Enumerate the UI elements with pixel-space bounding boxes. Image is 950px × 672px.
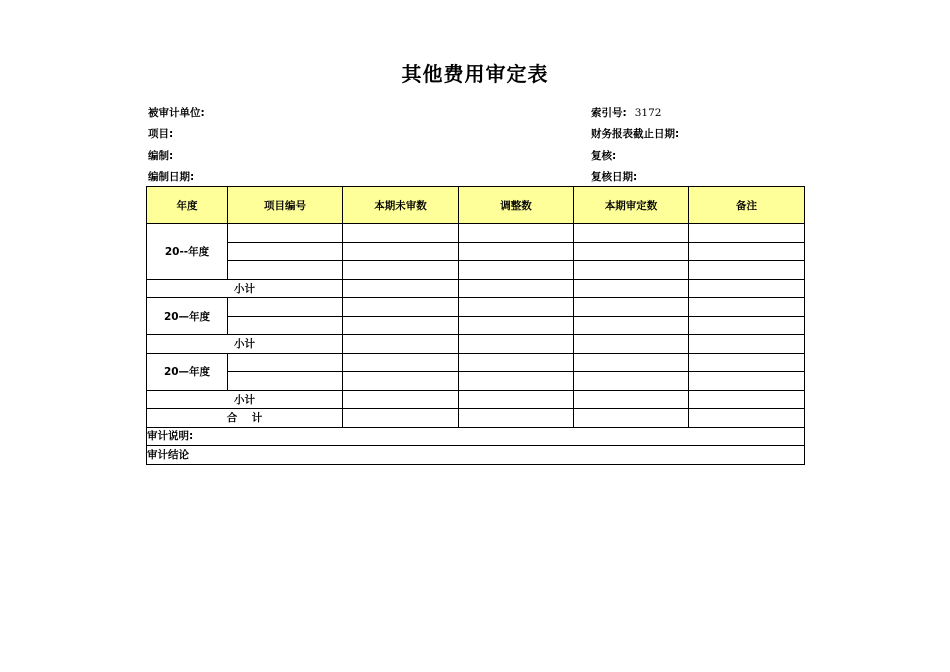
table-row (147, 316, 805, 335)
table-cell[interactable] (228, 316, 343, 335)
subtotal-label: 小计 (147, 335, 343, 354)
table-cell[interactable] (689, 298, 805, 317)
audit-table (146, 186, 805, 465)
table-cell[interactable] (689, 409, 805, 428)
prepared-date-label: 编制日期: (148, 171, 195, 183)
header-unaudited: 本期未审数 (343, 187, 459, 224)
table-cell[interactable] (228, 242, 343, 261)
table-cell[interactable] (689, 316, 805, 335)
table-cell[interactable] (574, 353, 689, 372)
table-cell[interactable] (228, 353, 343, 372)
table-cell[interactable] (574, 298, 689, 317)
report-date-label: 财务报表截止日期: (591, 128, 680, 140)
table-cell[interactable] (343, 279, 459, 298)
header-year: 年度 (147, 187, 228, 224)
table-cell[interactable] (574, 316, 689, 335)
table-cell[interactable] (228, 261, 343, 280)
table-cell[interactable] (689, 224, 805, 243)
audited-unit-label: 被审计单位: (148, 107, 205, 119)
table-cell[interactable] (574, 242, 689, 261)
table-cell[interactable] (343, 409, 459, 428)
table-cell[interactable] (574, 335, 689, 354)
table-cell[interactable] (228, 224, 343, 243)
table-cell[interactable] (574, 390, 689, 409)
table-cell[interactable] (689, 390, 805, 409)
total-row (147, 409, 805, 428)
table-cell[interactable] (228, 298, 343, 317)
table-cell[interactable] (343, 224, 459, 243)
table-cell[interactable] (343, 242, 459, 261)
table-cell[interactable] (459, 372, 574, 391)
table-cell[interactable] (228, 372, 343, 391)
page-title: 其他费用审定表 (401, 62, 549, 86)
header-audited: 本期审定数 (574, 187, 689, 224)
table-cell[interactable] (459, 390, 574, 409)
table-cell[interactable] (574, 224, 689, 243)
table-cell[interactable] (343, 335, 459, 354)
reviewed-by-label: 复核: (591, 150, 617, 162)
table-row (147, 298, 805, 317)
table-cell[interactable] (574, 372, 689, 391)
table-cell[interactable] (689, 242, 805, 261)
table-row (147, 224, 805, 243)
subtotal-label: 小计 (147, 279, 343, 298)
table-row (147, 353, 805, 372)
item-label: 项目: (148, 128, 174, 140)
audit-notes[interactable]: 审计说明: (147, 427, 805, 446)
header-adjustment: 调整数 (459, 187, 574, 224)
audit-conclusion-row (147, 446, 805, 465)
table-cell[interactable] (459, 409, 574, 428)
prepared-by-label: 编制: (148, 150, 174, 162)
table-row (147, 242, 805, 261)
year-cell: 20—年度 (147, 298, 228, 335)
table-cell[interactable] (459, 279, 574, 298)
subtotal-row (147, 279, 805, 298)
table-cell[interactable] (689, 372, 805, 391)
subtotal-row (147, 390, 805, 409)
audit-conclusion[interactable]: 审计结论 (147, 446, 805, 465)
table-cell[interactable] (459, 353, 574, 372)
table-cell[interactable] (574, 279, 689, 298)
table-cell[interactable] (689, 353, 805, 372)
index-label: 索引号: (591, 107, 627, 119)
table-cell[interactable] (459, 316, 574, 335)
table-cell[interactable] (459, 242, 574, 261)
year-cell: 20—年度 (147, 353, 228, 390)
audit-notes-row (147, 427, 805, 446)
table-cell[interactable] (343, 261, 459, 280)
table-cell[interactable] (343, 390, 459, 409)
header-row (147, 187, 805, 224)
header-item-code: 项目编号 (228, 187, 343, 224)
review-date-label: 复核日期: (591, 171, 638, 183)
table-cell[interactable] (689, 335, 805, 354)
table-cell[interactable] (574, 261, 689, 280)
year-cell: 20--年度 (147, 224, 228, 280)
index-value: 3172 (634, 107, 662, 119)
table-row (147, 372, 805, 391)
header-remarks: 备注 (689, 187, 805, 224)
table-cell[interactable] (459, 298, 574, 317)
table-cell[interactable] (459, 224, 574, 243)
table-cell[interactable] (459, 261, 574, 280)
table-cell[interactable] (459, 335, 574, 354)
table-cell[interactable] (574, 409, 689, 428)
index-number (591, 105, 661, 120)
table-cell[interactable] (689, 279, 805, 298)
table-cell[interactable] (689, 261, 805, 280)
table-cell[interactable] (343, 316, 459, 335)
table-cell[interactable] (343, 372, 459, 391)
subtotal-row (147, 335, 805, 354)
subtotal-label: 小计 (147, 390, 343, 409)
table-cell[interactable] (343, 298, 459, 317)
table-cell[interactable] (343, 353, 459, 372)
table-row (147, 261, 805, 280)
total-label: 合 计 (147, 409, 343, 428)
